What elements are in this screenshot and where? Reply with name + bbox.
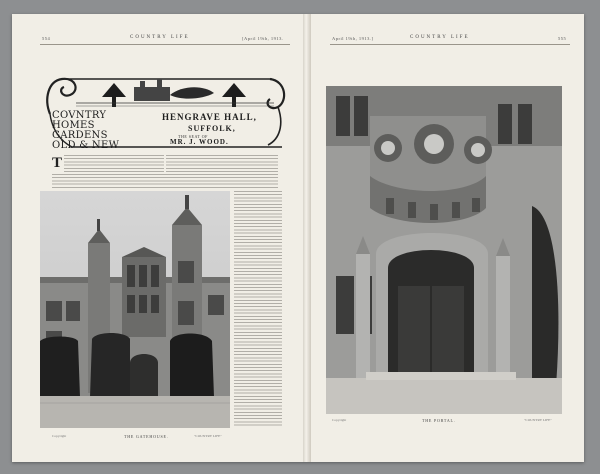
body-text-column <box>234 191 282 428</box>
body-text-column <box>166 155 278 173</box>
series-title <box>52 111 132 151</box>
right-page-number: 555 <box>558 36 567 41</box>
left-running-head: COUNTRY LIFE <box>130 35 190 40</box>
right-page <box>310 14 584 462</box>
header-rule <box>330 44 570 45</box>
article-seat-line: THE SEAT OF <box>178 134 208 139</box>
article-title: HENGRAVE HALL, <box>162 112 257 122</box>
article-county: SUFFOLK, <box>188 124 236 133</box>
left-page-date: [April 19th, 1913. <box>242 36 284 41</box>
photo-credit-right: "COUNTRY LIFE" <box>194 434 222 438</box>
photo-credit-left: Copyright <box>52 434 67 438</box>
article-owner: MR. J. WOOD. <box>170 138 229 146</box>
photo-credit-left: Copyright <box>332 418 347 422</box>
header-rule <box>40 44 290 45</box>
series-title-line: COVNTRY <box>52 110 107 121</box>
series-title-line: OLD & NEW <box>52 140 120 151</box>
right-running-head: COUNTRY LIFE <box>410 35 470 40</box>
gatehouse-photograph <box>40 191 230 428</box>
series-title-line: GARDENS <box>52 130 108 141</box>
photo-caption: THE GATEHOUSE. <box>124 434 169 439</box>
drop-cap: T <box>52 155 63 171</box>
left-page <box>12 14 304 462</box>
body-text-column <box>64 155 164 173</box>
photo-credit-right: "COUNTRY LIFE" <box>524 418 552 422</box>
series-title-line: HOMES <box>52 120 95 131</box>
right-page-date: April 19th, 1913.] <box>332 36 374 41</box>
photo-caption: THE PORTAL. <box>422 418 456 423</box>
left-page-number: 554 <box>42 36 51 41</box>
magazine-spread <box>12 14 584 462</box>
body-text-block <box>52 174 278 188</box>
portal-photograph <box>326 86 562 414</box>
